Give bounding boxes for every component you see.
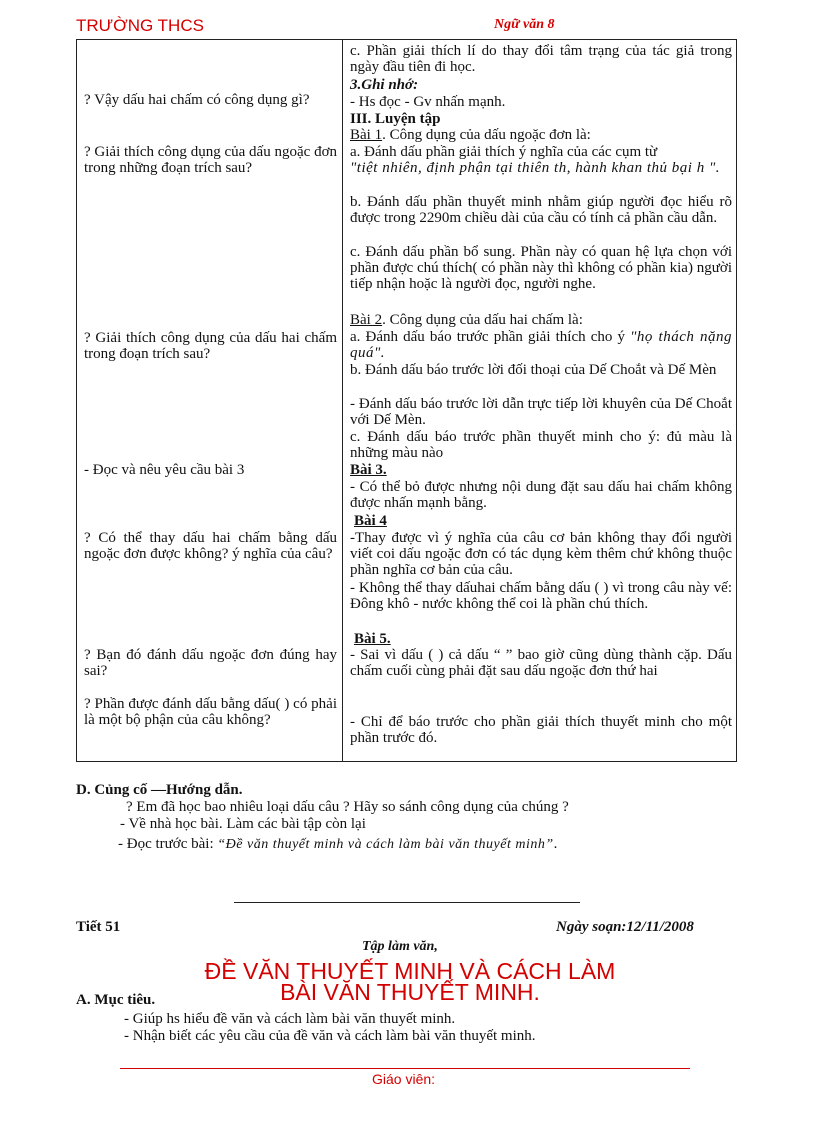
bai2-text: . Công dụng của dấu hai chấm là: (382, 312, 583, 328)
section-d-line1: ? Em đã học bao nhiêu loại dấu câu ? Hãy so sánh công dụng của chúng ? (126, 799, 569, 815)
section-d-line3-prefix: - Đọc trước bài: (118, 836, 214, 852)
bai2-a-quote: "họ thách nặng quá". (350, 329, 732, 361)
school-name: TRƯỜNG THCS (76, 16, 204, 35)
section-a-heading: A. Mục tiêu. (76, 992, 156, 1008)
ghinho-heading: 3.Ghi nhớ: (350, 77, 419, 93)
question-3: ? Giải thích công dụng của dấu hai chấm trong đoạn trích sau? (84, 330, 337, 362)
bai2-b2: - Đánh dấu báo trước lời dẫn trực tiếp lời khuyên của Dế Choắt với Dế Mèn. (350, 396, 732, 428)
question-6: ? Bạn đó đánh dấu ngoặc đơn đúng hay sai? (84, 647, 337, 679)
bai1-label: Bài 1 (350, 127, 383, 143)
lesson-date: Ngày soạn:12/11/2008 (556, 919, 694, 935)
section-a-line1: - Giúp hs hiểu đề văn và cách làm bài văn thuyết minh. (124, 1011, 456, 1027)
lesson-title-line2: BÀI VĂN THUYẾT MINH. (280, 979, 540, 1005)
question-4: - Đọc và nêu yêu cầu bài 3 (84, 462, 245, 478)
section-d-heading: D. Củng cố —Hướng dẫn. (76, 782, 243, 798)
separator-line (234, 902, 580, 903)
bai2-c: c. Đánh dấu báo trước phần thuyết minh cho ý: đủ màu là những màu nào (350, 429, 732, 461)
footer-teacher: Giáo viên: (372, 1071, 436, 1087)
bai2-a (350, 329, 732, 361)
section-d-line3 (118, 836, 557, 853)
bai5-text1: - Sai vì dấu ( ) cả dấu “ ” bao giờ cũng dùng thành cặp. Dấu chấm cuối cùng phải đặt sau dấu ngoặc đơn thứ hai (350, 647, 732, 679)
bai5-text2: - Chỉ để báo trước cho phần giải thích thuyết minh cho một phần trước đó. (350, 714, 732, 746)
footer-line (120, 1068, 690, 1069)
bai2-label: Bài 2 (350, 312, 383, 328)
question-5: ? Có thể thay dấu hai chấm bằng dấu ngoặc đơn được không? ý nghĩa của câu? (84, 530, 337, 562)
section-d-line3-suffix: . (553, 836, 558, 852)
lesson-number: Tiết 51 (76, 919, 121, 935)
section-d-line2: - Về nhà học bài. Làm các bài tập còn lại (120, 816, 366, 832)
bai1-c: c. Đánh dấu phần bổ sung. Phần này có quan hệ lựa chọn với phần được chú thích( có phần này thì không có phần kia) người tiếp nhận hoặc là người đọc, người nghe. (350, 244, 732, 292)
question-7: ? Phần được đánh dấu bằng dấu( ) có phải là một bộ phận của câu không? (84, 696, 337, 728)
bai4-text1: -Thay được vì ý nghĩa của câu cơ bản không thay đổi người viết coi dấu ngoặc đơn có tác dụng kèm thêm chứ không thuộc phần nghĩa cơ bản của câu. (350, 530, 732, 578)
bai2-intro (350, 312, 732, 328)
bai1-b: b. Đánh dấu phần thuyết minh nhằm giúp người đọc hiểu rõ được trong 2290m chiều dài của cầu có tính cả phần cầu dẫn. (350, 194, 732, 226)
bai1-a: a. Đánh dấu phần giải thích ý nghĩa của các cụm từ (350, 144, 658, 160)
question-1: ? Vậy dấu hai chấm có công dụng gì? (84, 92, 310, 108)
section-d-line3-quote: “Đề văn thuyết minh và cách làm bài văn thuyết minh” (217, 837, 554, 852)
lesson-title-line1: ĐỀ VĂN THUYẾT MINH VÀ CÁCH LÀM (204, 958, 616, 984)
lesson-subject: Tập làm văn, (362, 939, 438, 954)
bai1-a-quote: "tiệt nhiên, định phận tại thiên th, hành khan thủ bại h ". (350, 160, 720, 176)
bai3-text: - Có thể bỏ được nhưng nội dung đặt sau dấu hai chấm không được nhấn mạnh bằng. (350, 479, 732, 511)
luyentap-heading: III. Luyện tập (350, 111, 441, 127)
answer-c-intro: c. Phần giải thích lí do thay đổi tâm trạng của tác giả trong ngày đầu tiên đi học. (350, 43, 732, 75)
bai3-label: Bài 3. (350, 462, 387, 478)
bai2-a-text: a. Đánh dấu báo trước phần giải thích cho ý (350, 329, 625, 345)
subject-name: Ngữ văn 8 (494, 17, 555, 32)
column-divider (342, 40, 343, 761)
bai2-b: b. Đánh dấu báo trước lời đối thoại của Dế Choắt và Dế Mèn (350, 362, 717, 378)
bai5-label: Bài 5. (354, 631, 391, 647)
section-a-line2: - Nhận biết các yêu cầu của đề văn và cách làm bài văn thuyết minh. (124, 1028, 536, 1044)
bai4-text2: - Không thể thay dấuhai chấm bằng dấu ( ) vì trong câu này vế: Đông khô - nước không thể coi là phần chú thích. (350, 580, 732, 612)
question-2: ? Giải thích công dụng của dấu ngoặc đơn trong những đoạn trích sau? (84, 144, 337, 176)
bai1-intro (350, 127, 732, 143)
bai1-text: . Công dụng của dấu ngoặc đơn là: (382, 127, 591, 143)
lesson-table (76, 39, 737, 762)
ghinho-text: - Hs đọc - Gv nhấn mạnh. (350, 94, 506, 110)
bai4-label: Bài 4 (354, 513, 387, 529)
